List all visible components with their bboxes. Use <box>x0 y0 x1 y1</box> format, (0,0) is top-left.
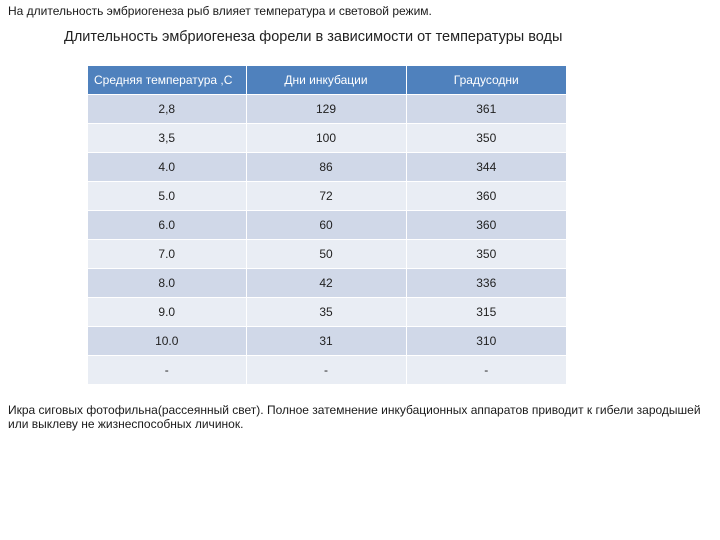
cell-degree-days: 350 <box>406 124 566 153</box>
cell-degree-days: 361 <box>406 95 566 124</box>
intro-text: На длительность эмбриогенеза рыб влияет температура и световой режим. <box>8 4 432 18</box>
cell-incubation-days: 129 <box>246 95 406 124</box>
cell-incubation-days: 42 <box>246 269 406 298</box>
cell-incubation-days: 72 <box>246 182 406 211</box>
cell-incubation-days: 100 <box>246 124 406 153</box>
footer-text: Икра сиговых фотофильна(рассеянный свет). Полное затемнение инкубационных аппаратов приводит к гибели зародышей или выклеву не жизнеспособных личинок. <box>8 403 701 431</box>
cell-degree-days: 360 <box>406 182 566 211</box>
cell-degree-days: 360 <box>406 211 566 240</box>
cell-incubation-days: 86 <box>246 153 406 182</box>
table-row <box>88 356 566 385</box>
cell-degree-days: 315 <box>406 298 566 327</box>
table-row <box>88 95 566 124</box>
header-degree-days: Градусодни <box>406 66 566 95</box>
cell-temperature: 4.0 <box>88 153 246 182</box>
cell-degree-days: - <box>406 356 566 385</box>
cell-degree-days: 336 <box>406 269 566 298</box>
cell-temperature: 6.0 <box>88 211 246 240</box>
cell-temperature: - <box>88 356 246 385</box>
cell-temperature: 8.0 <box>88 269 246 298</box>
cell-degree-days: 350 <box>406 240 566 269</box>
cell-degree-days: 310 <box>406 327 566 356</box>
header-temperature: Средняя температура ,С <box>88 66 246 95</box>
table-row <box>88 240 566 269</box>
cell-degree-days: 344 <box>406 153 566 182</box>
table-row <box>88 298 566 327</box>
cell-incubation-days: 60 <box>246 211 406 240</box>
cell-incubation-days: - <box>246 356 406 385</box>
cell-temperature: 3,5 <box>88 124 246 153</box>
cell-temperature: 10.0 <box>88 327 246 356</box>
table-row <box>88 211 566 240</box>
cell-temperature: 5.0 <box>88 182 246 211</box>
table-caption: Длительность эмбриогенеза форели в зависимости от температуры воды <box>64 29 563 45</box>
table-header-row <box>88 66 566 95</box>
cell-temperature: 2,8 <box>88 95 246 124</box>
cell-temperature: 7.0 <box>88 240 246 269</box>
incubation-table <box>88 66 566 384</box>
table-row <box>88 269 566 298</box>
cell-incubation-days: 31 <box>246 327 406 356</box>
cell-incubation-days: 50 <box>246 240 406 269</box>
table-row <box>88 182 566 211</box>
table-row <box>88 153 566 182</box>
cell-incubation-days: 35 <box>246 298 406 327</box>
table-row <box>88 124 566 153</box>
table-row <box>88 327 566 356</box>
header-incubation-days: Дни инкубации <box>246 66 406 95</box>
cell-temperature: 9.0 <box>88 298 246 327</box>
